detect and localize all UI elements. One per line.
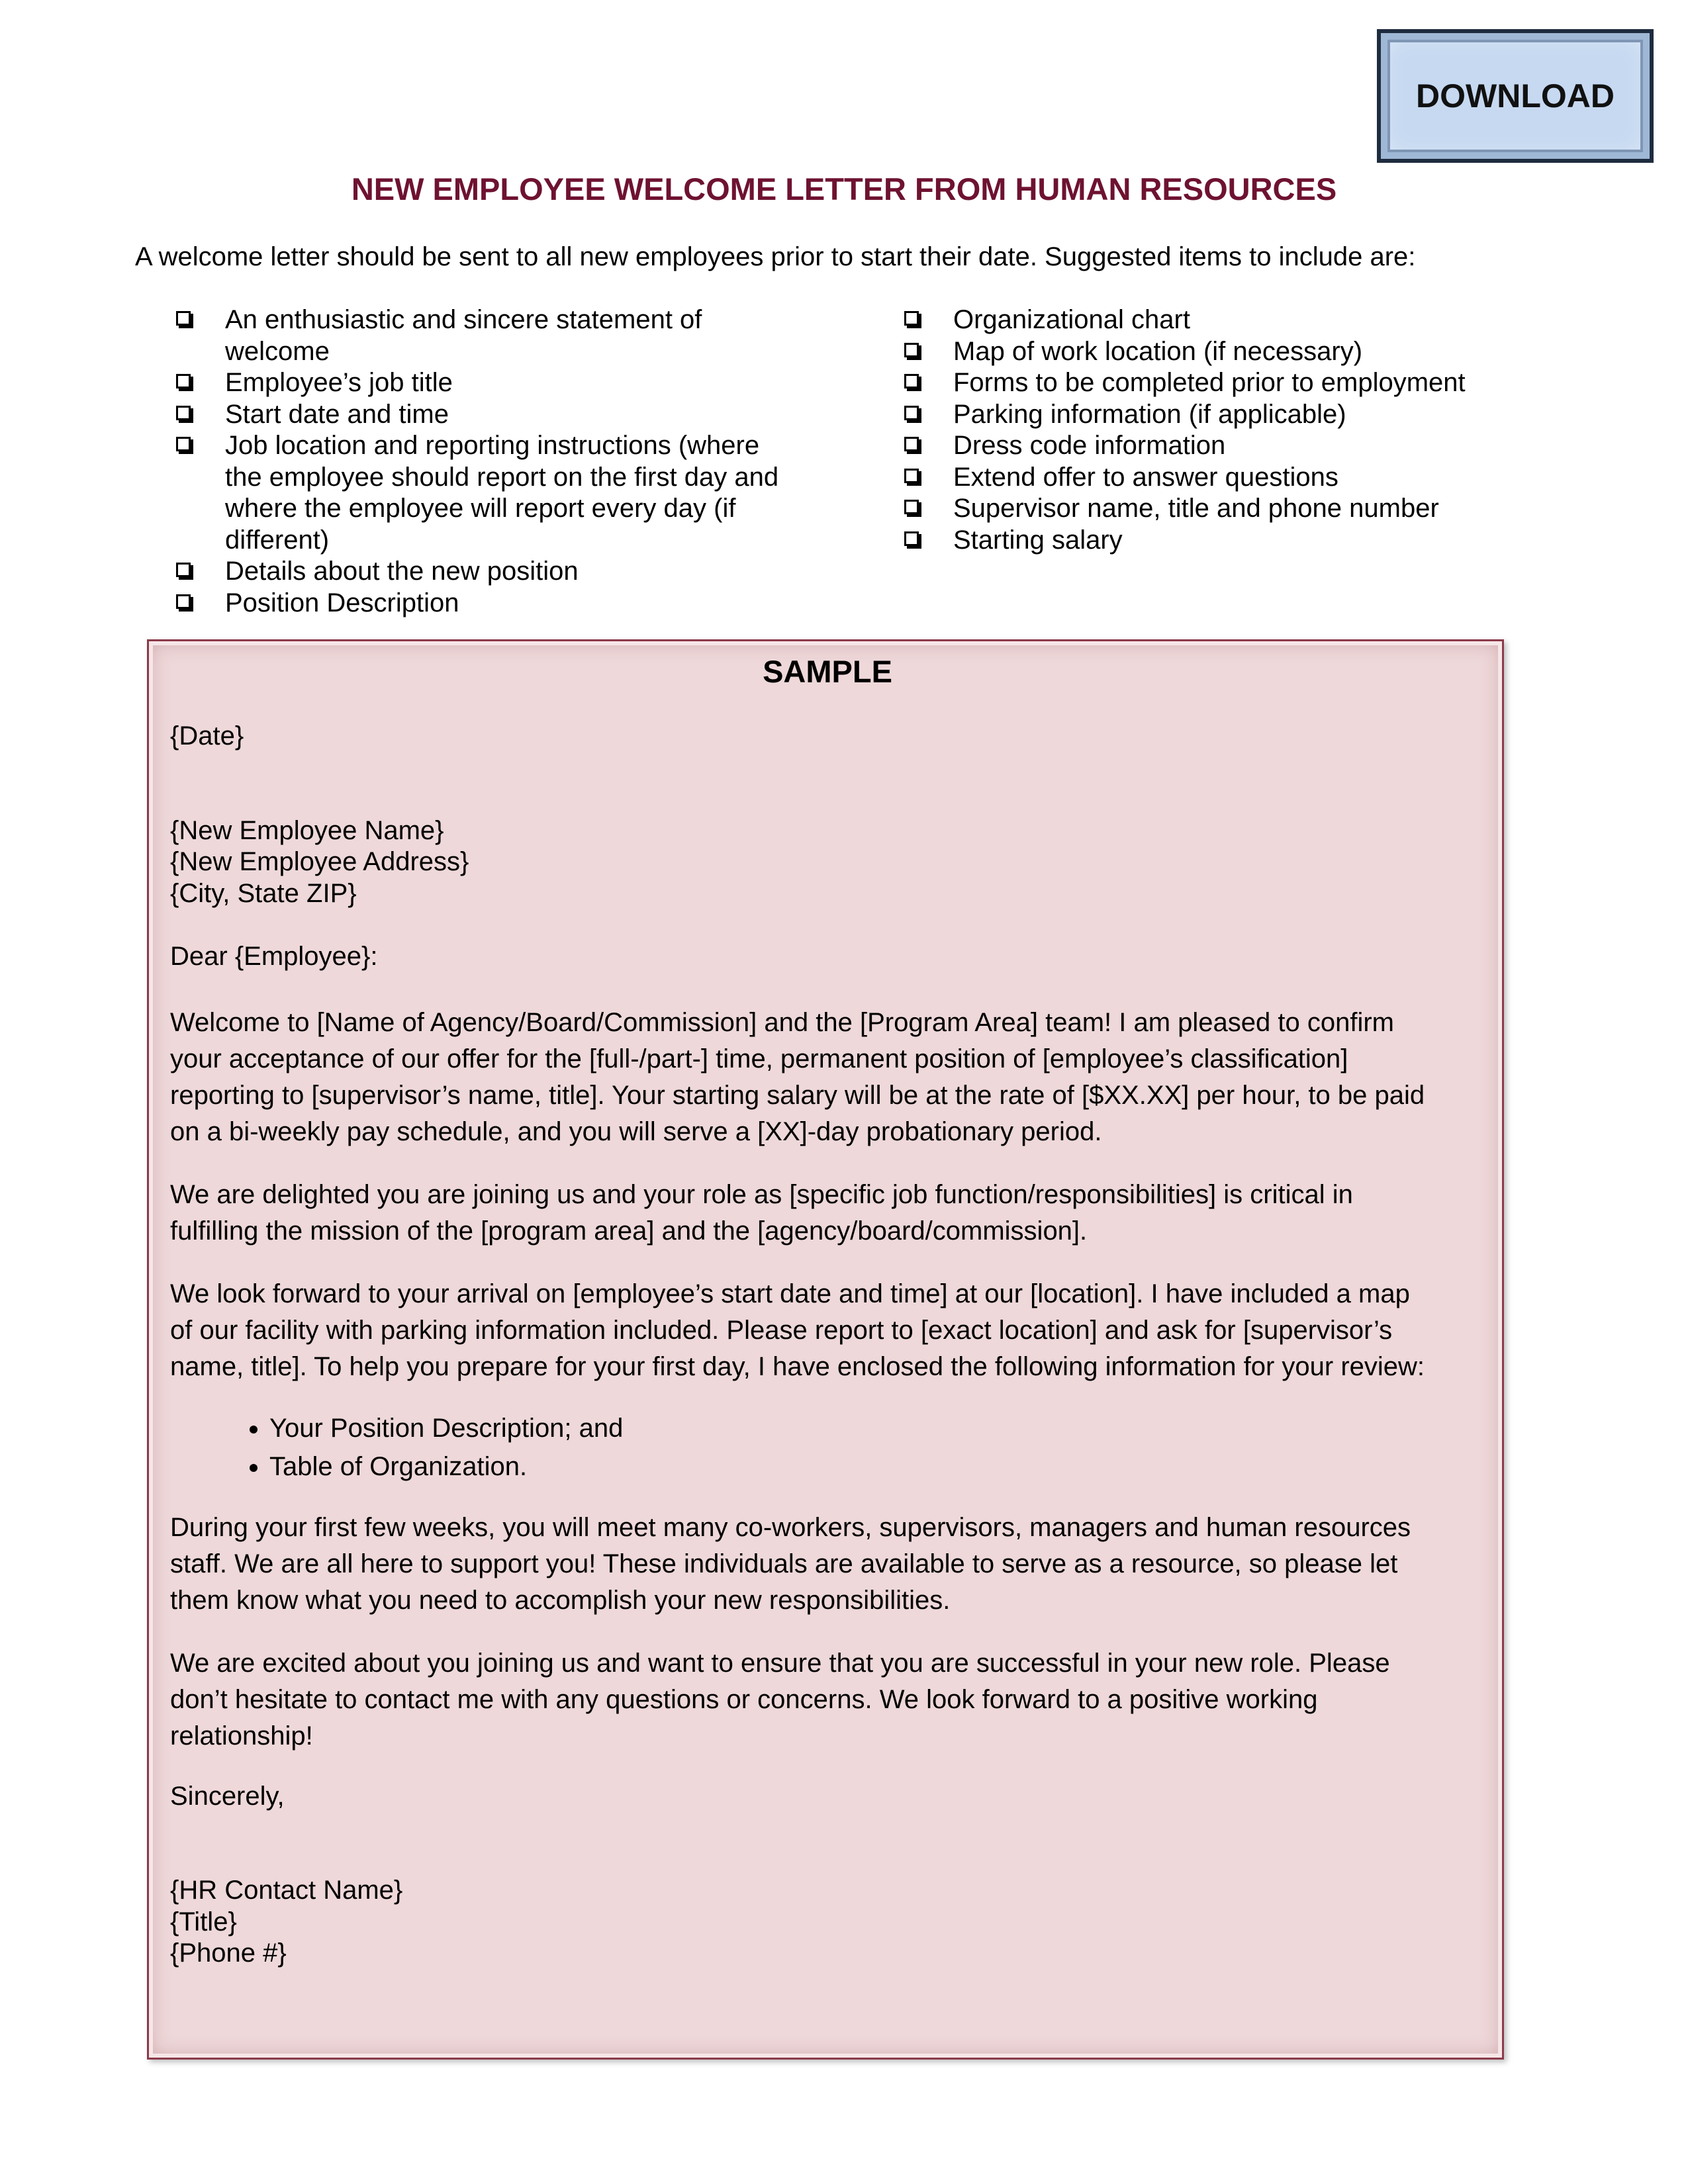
intro-text: A welcome letter should be sent to all new employees prior to start their date. Suggested items to include are: [135, 242, 1416, 271]
address-line: {New Employee Name} [170, 815, 444, 845]
letter-paragraph-5 [170, 1645, 1487, 1754]
paragraph-line: relationship! [170, 1721, 313, 1751]
checkbox-icon [176, 311, 191, 326]
letter-paragraph-3 [170, 1276, 1487, 1385]
checklist-item-text: Start date and time [225, 399, 449, 429]
checklist-item-text: Job location and reporting instructions (where [225, 431, 760, 460]
checklist-item [173, 399, 835, 431]
checklist-item-text: Position Description [225, 588, 459, 617]
checklist-item [173, 367, 835, 399]
checkbox-icon [904, 469, 919, 483]
checkbox-icon [176, 374, 191, 388]
list-item: • Your Position Description; and [269, 1409, 1487, 1447]
address-line: {City, State ZIP} [170, 878, 357, 908]
checklist-item [902, 336, 1564, 368]
checklist-left [173, 304, 835, 619]
letter-address [170, 815, 1487, 910]
signature-line: {HR Contact Name} [170, 1876, 403, 1905]
letter-paragraph-1 [170, 1005, 1487, 1150]
checkbox-icon [904, 374, 919, 388]
checklist-item-text: Dress code information [953, 431, 1226, 460]
letter-date-text: {Date} [170, 721, 244, 751]
checklist-item [173, 556, 835, 588]
checkbox-icon [904, 500, 919, 514]
checkbox-icon [176, 437, 191, 451]
checkbox-icon [904, 343, 919, 357]
checklist-item-text: Forms to be completed prior to employment [953, 368, 1466, 397]
download-button[interactable]: DOWNLOAD [1377, 29, 1654, 163]
letter-date [170, 721, 1487, 752]
checklist-item-text: Details about the new position [225, 557, 579, 586]
checklist-item [173, 588, 835, 619]
letter-paragraph-4 [170, 1510, 1487, 1619]
checkbox-icon [904, 406, 919, 420]
checklist-item-text: different) [225, 525, 330, 555]
checkbox-icon [904, 437, 919, 451]
paragraph-line: staff. We are all here to support you! These individuals are available to serve as a resource, so please let [170, 1549, 1398, 1578]
closing-text: Sincerely, [170, 1781, 285, 1811]
checklist-item-text: An enthusiastic and sincere statement of [225, 305, 702, 334]
checkbox-icon [176, 563, 191, 577]
paragraph-line: fulfilling the mission of the [program area] and the [agency/board/commission]. [170, 1216, 1088, 1246]
sample-letter-box [147, 639, 1504, 2060]
checklist-item [173, 430, 835, 556]
checklist-item-text: Starting salary [953, 525, 1123, 555]
checkbox-icon [176, 594, 191, 609]
checklist-item-text: the employee should report on the first day and [225, 462, 779, 492]
paragraph-line: reporting to [supervisor’s name, title]. Your starting salary will be at the rate of [$XX.XX] per hour, to be paid [170, 1080, 1425, 1110]
checklist-item [902, 525, 1564, 557]
checklist-item [902, 399, 1564, 431]
letter-signature [170, 1875, 1487, 1970]
paragraph-line: We are excited about you joining us and want to ensure that you are successful in your new role. Please [170, 1648, 1390, 1678]
checklist-item-text: Supervisor name, title and phone number [953, 494, 1439, 523]
letter-paragraph-2 [170, 1177, 1487, 1250]
paragraph-line: name, title]. To help you prepare for your first day, I have enclosed the following information for your review: [170, 1351, 1425, 1381]
letter-closing [170, 1781, 1487, 1813]
enclosure-list [170, 1409, 1487, 1486]
checklist-item [902, 304, 1564, 336]
checklist-item [902, 493, 1564, 525]
checklist-item-text: Employee’s job title [225, 368, 453, 397]
paragraph-line: During your first few weeks, you will meet many co-workers, supervisors, managers and human resources [170, 1512, 1411, 1542]
checklist-item-text: Extend offer to answer questions [953, 462, 1338, 492]
paragraph-line: We are delighted you are joining us and your role as [specific job function/responsibilities] is critical in [170, 1179, 1353, 1209]
checklist-item-text: welcome [225, 336, 330, 366]
checklist-item-text: Organizational chart [953, 305, 1190, 334]
checklist-item [902, 430, 1564, 462]
signature-line: {Phone #} [170, 1938, 287, 1968]
paragraph-line: don’t hesitate to contact me with any questions or concerns. We look forward to a positive working [170, 1684, 1318, 1714]
checklist-item [173, 304, 835, 367]
paragraph-line: of our facility with parking information included. Please report to [exact location] and ask for [supervisor’s [170, 1315, 1393, 1345]
signature-line: {Title} [170, 1907, 237, 1936]
list-item: • Table of Organization. [269, 1447, 1487, 1486]
checklist-item-text: Parking information (if applicable) [953, 399, 1346, 429]
letter-salutation [170, 941, 1487, 973]
sample-heading: SAMPLE [763, 654, 892, 689]
checklist-item-text: where the employee will report every day (if [225, 494, 736, 523]
checklist-item [902, 367, 1564, 399]
paragraph-line: your acceptance of our offer for the [full-/part-] time, permanent position of [employee’s classification] [170, 1044, 1348, 1073]
paragraph-line: We look forward to your arrival on [employee’s start date and time] at our [location]. I have included a map [170, 1279, 1410, 1308]
checklist-right [902, 304, 1564, 556]
checkbox-icon [176, 406, 191, 420]
paragraph-line: Welcome to [Name of Agency/Board/Commission] and the [Program Area] team! I am pleased to confirm [170, 1007, 1394, 1037]
paragraph-line: them know what you need to accomplish your new responsibilities. [170, 1585, 951, 1615]
checkbox-icon [904, 531, 919, 546]
page-title: NEW EMPLOYEE WELCOME LETTER FROM HUMAN RESOURCES [351, 171, 1337, 206]
checklist-item [902, 462, 1564, 494]
letter-body [170, 721, 1487, 1970]
checklist-item-text: Map of work location (if necessary) [953, 336, 1363, 366]
paragraph-line: on a bi-weekly pay schedule, and you will serve a [XX]-day probationary period. [170, 1116, 1102, 1146]
checkbox-icon [904, 311, 919, 326]
salutation-text: Dear {Employee}: [170, 942, 378, 971]
address-line: {New Employee Address} [170, 847, 469, 876]
